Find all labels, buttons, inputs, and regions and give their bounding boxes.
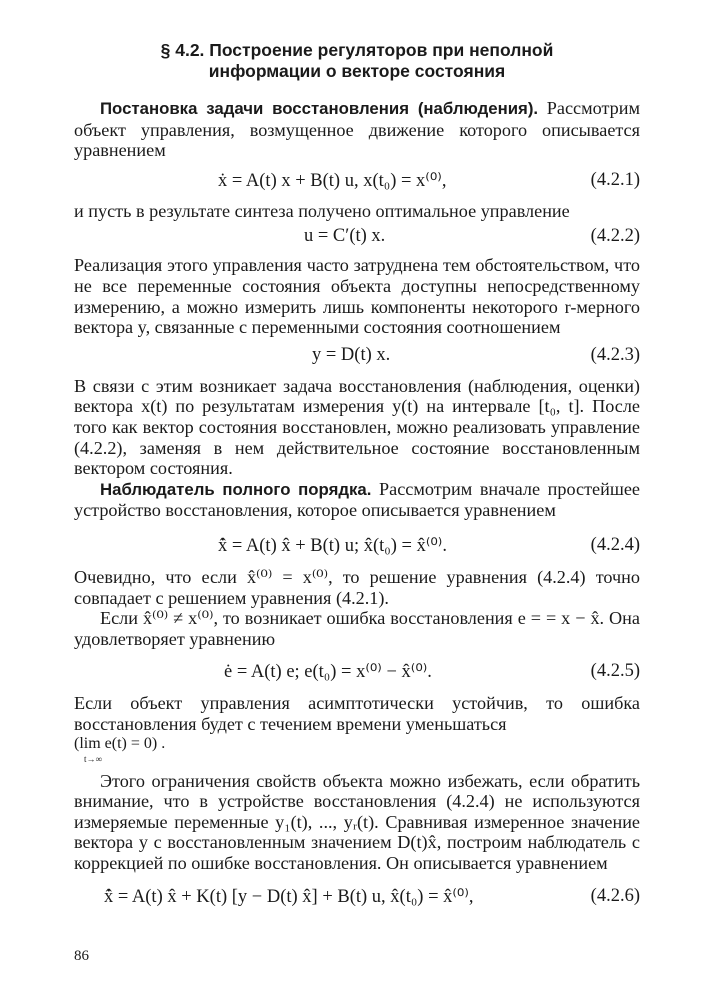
paragraph-obviously: Очевидно, что если x̂⁽⁰⁾ = x⁽⁰⁾, то решение уравнения (4.2.4) точно совпадает с решением уравнения (4.2.1). <box>74 566 640 608</box>
equation-4-2-1 <box>74 161 640 201</box>
page-number: 86 <box>74 948 89 964</box>
equation-formula: y = D(t) x. <box>312 344 391 365</box>
limit-expression <box>74 734 165 763</box>
section-title-line2: информации о векторе состояния <box>208 61 506 81</box>
equation-number: (4.2.2) <box>590 226 640 247</box>
paragraph-asymptotic <box>74 693 640 766</box>
limit-formula: (lim e(t) = 0) . <box>74 735 166 753</box>
paragraph-text: Рассмотрим объект управления, возмущенное движение которого описывается уравнением <box>74 98 640 161</box>
paragraph-error: Если x̂⁽⁰⁾ ≠ x⁽⁰⁾, то возникает ошибка восстановления e = = x − x̂. Она удовлетворяет уравнению <box>74 608 640 649</box>
paragraph-text: Если объект управления асимптотически устойчив, то ошибка восстановления будет с течением времени уменьшаться <box>74 693 640 734</box>
equation-4-2-3 <box>74 338 640 376</box>
section-title <box>74 40 640 82</box>
equation-number: (4.2.6) <box>590 885 640 906</box>
equation-4-2-5 <box>74 649 640 693</box>
paragraph-correction: Этого ограничения свойств объекта можно избежать, если обратить внимание, что в устройстве восстановления (4.2.4) не используются измеряемые переменные y₁(t), ..., yᵣ(t). Сравнивая измеренное значение вектора y с восстановленным значением D(t)x̂, построим наблюдатель с коррекцией по ошибке восстановления. Он описывается уравнением <box>74 770 640 874</box>
paragraph-reconstruction-task: В связи с этим возникает задача восстановления (наблюдения, оценки) вектора x(t) по результатам измерения y(t) на интервале [t₀, t]. После того как вектор состояния восстановлен, можно реализовать управление (4.2.2), заменяя в нем действительное состояние восстановленным вектором состояния. <box>74 375 640 479</box>
run-in-heading-problem: Постановка задачи восстановления (наблюдения). <box>100 99 539 118</box>
paragraph-control: и пусть в результате синтеза получено оптимальное управление <box>74 200 570 221</box>
paragraph-problem-statement <box>74 98 640 161</box>
paragraph-realization: Реализация этого управления часто затруднена тем обстоятельством, что не все переменные состояния объекта доступны непосредственному измерению, а можно измерить лишь компоненты некоторого r-мерного вектора y, связанные с переменными состояния соотношением <box>74 255 640 338</box>
equation-number: (4.2.1) <box>590 169 640 190</box>
equation-formula: x̂̇ = A(t) x̂ + B(t) u; x̂(t₀) = x̂⁽⁰⁾. <box>218 535 447 556</box>
equation-number: (4.2.4) <box>590 534 640 555</box>
equation-formula: x̂̇ = A(t) x̂ + K(t) [y − D(t) x̂] + B(t) u, x̂(t₀) = x̂⁽⁰⁾, <box>104 886 474 907</box>
equation-4-2-4 <box>74 521 640 567</box>
paragraph-text: Рассмотрим вначале простейшее устройство восстановления, которое описывается уравнением <box>74 478 640 521</box>
equation-number: (4.2.5) <box>590 661 640 682</box>
run-in-heading-observer: Наблюдатель полного порядка. <box>100 479 372 499</box>
page-body <box>74 40 640 916</box>
section-title-line1: § 4.2. Построение регуляторов при неполной <box>160 40 554 60</box>
equation-formula: ẋ = A(t) x + B(t) u, x(t₀) = x⁽⁰⁾, <box>218 170 447 191</box>
equation-formula: u = C′(t) x. <box>304 226 386 247</box>
equation-4-2-6 <box>74 874 640 916</box>
limit-subscript: t→∞ <box>84 754 102 765</box>
equation-4-2-2 <box>74 221 640 255</box>
paragraph-full-order-observer <box>74 479 640 521</box>
equation-number: (4.2.3) <box>590 344 640 365</box>
equation-formula: ė = A(t) e; e(t₀) = x⁽⁰⁾ − x̂⁽⁰⁾. <box>224 662 432 683</box>
